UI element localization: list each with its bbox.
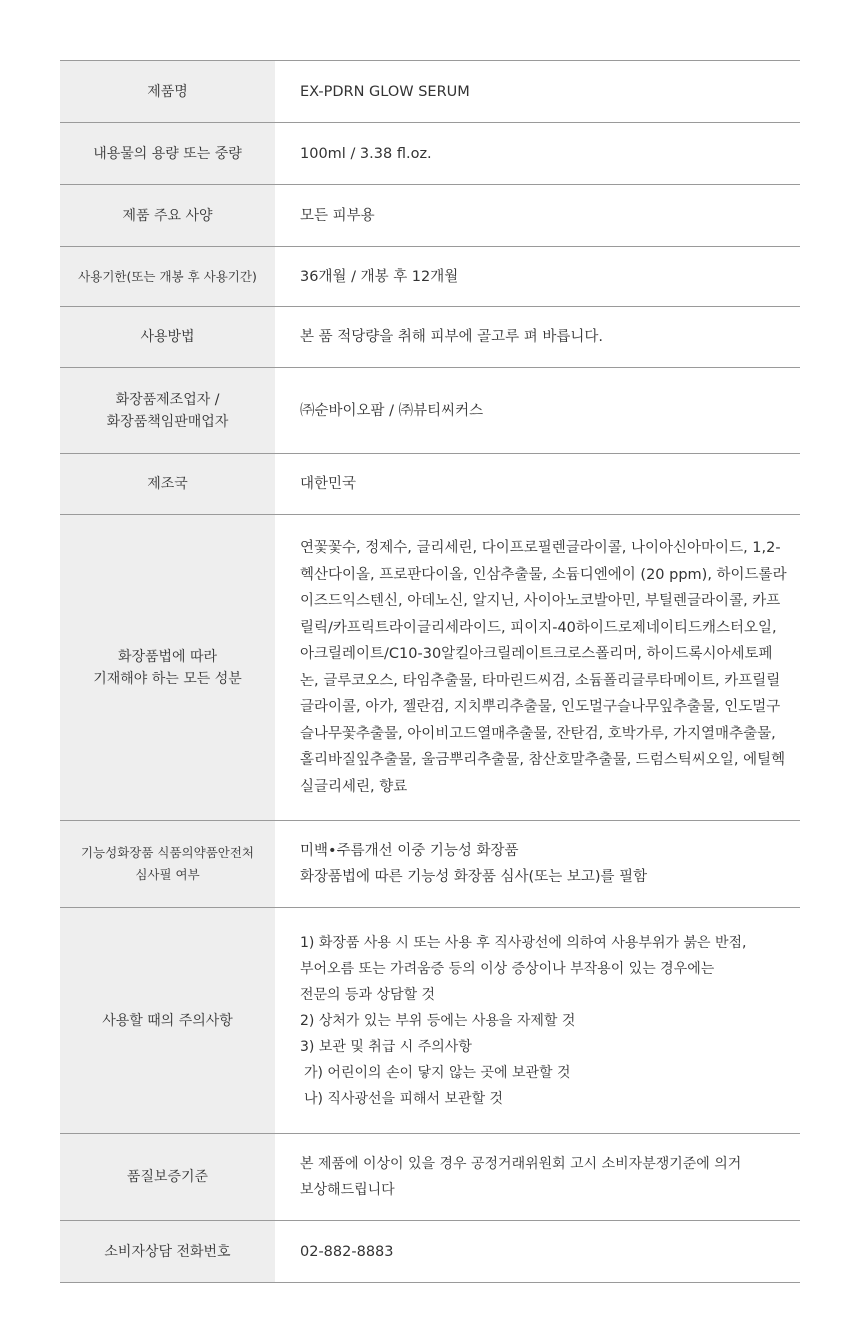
table-row (60, 61, 800, 123)
row-label: 제품 주요 사양 (60, 185, 275, 246)
product-info-table (60, 60, 800, 1283)
row-value: 미백•주름개선 이중 기능성 화장품 화장품법에 따른 기능성 화장품 심사(또는 보고)를 필함 (300, 843, 648, 885)
table-row (60, 821, 800, 908)
table-row (60, 185, 800, 247)
row-label: 제품명 (60, 61, 275, 122)
row-value: 36개월 / 개봉 후 12개월 (300, 268, 459, 285)
row-value: ㈜순바이오팜 / ㈜뷰티씨커스 (300, 402, 484, 419)
row-value: 02-882-8883 (300, 1243, 394, 1260)
row-value: 100ml / 3.38 fl.oz. (300, 145, 432, 162)
row-value: 대한민국 (300, 476, 357, 492)
row-value: 1) 화장품 사용 시 또는 사용 후 직사광선에 의하여 사용부위가 붉은 반점, 부어오름 또는 가려움증 등의 이상 증상이나 부작용이 있는 경우에는 전문의 등과 상담할 것 2) 상처가 있는 부위 등에는 사용을 자제할 것 3) 보관 및 취급 시 주의사항 가) 어린이의 손이 닿지 않는 곳에 보관할 것 나) 직사광선을 피해서 보관할 것 (300, 934, 747, 1107)
row-label: 품질보증기준 (60, 1134, 275, 1220)
row-label: 내용물의 용량 또는 중량 (60, 123, 275, 184)
row-value (275, 515, 800, 820)
table-row (60, 123, 800, 185)
table-row (60, 307, 800, 368)
table-row (60, 1134, 800, 1221)
table-row (60, 515, 800, 821)
row-value: 모든 피부용 (300, 207, 375, 224)
table-row (60, 454, 800, 515)
table-row (60, 1221, 800, 1283)
row-label: 기능성화장품 식품의약품안전처 심사필 여부 (60, 821, 275, 907)
table-row (60, 247, 800, 307)
row-label: 제조국 (60, 454, 275, 514)
table-row (60, 908, 800, 1134)
row-label: 소비자상담 전화번호 (60, 1221, 275, 1282)
ingredients-text: 연꽃꽃수, 정제수, 글리세린, 다이프로필렌글라이콜, 나이아신아마이드, 1,2-헥산다이올, 프로판다이올, 인삼추출물, 소듐디엔에이 (20 ppm), 하이드롤라이즈드익스텐신, 아데노신, 알지닌, 사이아노코발아민, 부틸렌글라이콜, 카프릴릭/카프릭트라이글리세라이드, 피이지-40하이드로제네이티드캐스터오일, 아크릴레이트/C10-30알킬아크릴레이트크로스폴리머, 하이드록시아세토페논, 글루코오스, 타임추출물, 타마린드씨검, 소듐폴리글루타메이트, 카프릴릴글라이콜, 아가, 젤란검, 지치뿌리추출물, 인도멀구슬나무잎추출물, 인도멀구슬나무꽃추출물, 아이비고드열매추출물, 잔탄검, 호박가루, 가지열매추출물, 홀리바질잎추출물, 울금뿌리추출물, 참산호말추출물, 드럼스틱씨오일, 에틸헥실글리세린, 향료 (300, 540, 787, 795)
row-label: 사용방법 (60, 307, 275, 367)
row-label: 사용기한(또는 개봉 후 사용기간) (60, 247, 275, 306)
row-value: EX-PDRN GLOW SERUM (300, 83, 470, 100)
row-label: 사용할 때의 주의사항 (60, 908, 275, 1133)
table-row (60, 368, 800, 454)
row-value: 본 제품에 이상이 있을 경우 공정거래위원회 고시 소비자분쟁기준에 의거 보상해드립니다 (300, 1156, 742, 1198)
row-label: 화장품제조업자 / 화장품책임판매업자 (60, 368, 275, 453)
row-label: 화장품법에 따라 기재해야 하는 모든 성분 (60, 515, 275, 820)
row-value: 본 품 적당량을 취해 피부에 골고루 펴 바릅니다. (300, 329, 604, 345)
